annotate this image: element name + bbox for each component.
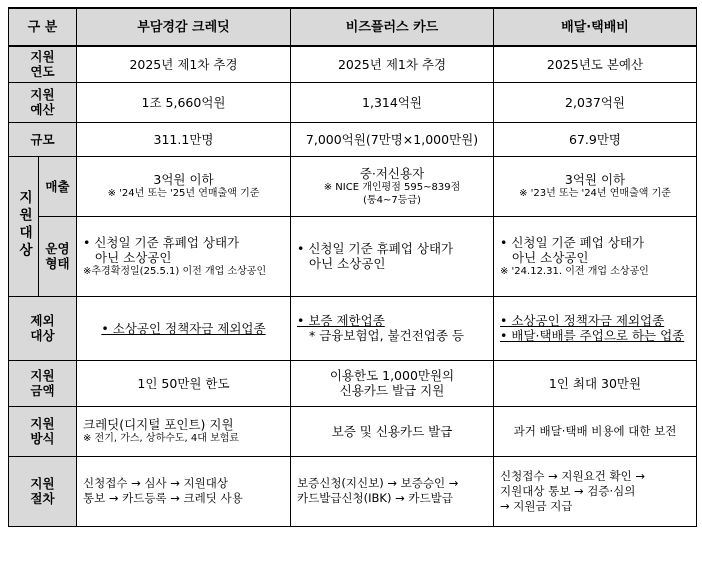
cell-status-card: • 신청일 기준 휴폐업 상태가 아닌 소상공인 bbox=[291, 216, 494, 296]
cell-method-delivery: 과거 배달·택배 비용에 대한 보전 bbox=[494, 406, 697, 456]
cell-procedure-credit: 신청접수 → 심사 → 지원대상 통보 → 카드등록 → 크레딧 사용 bbox=[77, 456, 291, 526]
label-support-budget: 지원 예산 bbox=[9, 82, 77, 122]
cell-method-card: 보증 및 신용카드 발급 bbox=[291, 406, 494, 456]
row-scale bbox=[9, 122, 697, 156]
label-sales: 매출 bbox=[39, 156, 77, 216]
row-support-method bbox=[9, 406, 697, 456]
header-bizplus-card: 비즈플러스 카드 bbox=[291, 8, 494, 46]
cell-status-credit: • 신청일 기준 휴폐업 상태가 아닌 소상공인 ※추경확정일(25.5.1) 이전 개업 소상공인 bbox=[77, 216, 291, 296]
header-category: 구 분 bbox=[9, 8, 77, 46]
cell-sales-delivery: 3억원 이하 ※ '23년 또는 '24년 연매출액 기준 bbox=[494, 156, 697, 216]
cell-budget-credit: 1조 5,660억원 bbox=[77, 82, 291, 122]
header-delivery-fee: 배달·택배비 bbox=[494, 8, 697, 46]
support-program-comparison-table bbox=[8, 7, 697, 527]
cell-exclusion-credit: • 소상공인 정책자금 제외업종 bbox=[77, 296, 291, 360]
row-support-budget bbox=[9, 82, 697, 122]
cell-method-credit: 크레딧(디지털 포인트) 지원 ※ 전기, 가스, 상하수도, 4대 보험료 bbox=[77, 406, 291, 456]
cell-amount-card: 이용한도 1,000만원의 신용카드 발급 지원 bbox=[291, 360, 494, 406]
cell-budget-delivery: 2,037억원 bbox=[494, 82, 697, 122]
cell-amount-credit: 1인 50만원 한도 bbox=[77, 360, 291, 406]
cell-procedure-card: 보증신청(지신보) → 보증승인 → 카드발급신청(IBK) → 카드발급 bbox=[291, 456, 494, 526]
table-header-row bbox=[9, 8, 697, 46]
cell-status-delivery: • 신청일 기준 폐업 상태가 아닌 소상공인 ※ '24.12.31. 이전 개업 소상공인 bbox=[494, 216, 697, 296]
cell-sales-credit: 3억원 이하 ※ '24년 또는 '25년 연매출액 기준 bbox=[77, 156, 291, 216]
label-support-method: 지원 방식 bbox=[9, 406, 77, 456]
cell-procedure-delivery: 신청접수 → 지원요건 확인 → 지원대상 통보 → 검증·심의 → 지원금 지급 bbox=[494, 456, 697, 526]
row-support-procedure bbox=[9, 456, 697, 526]
cell-scale-card: 7,000억원(7만명×1,000만원) bbox=[291, 122, 494, 156]
header-credit: 부담경감 크레딧 bbox=[77, 8, 291, 46]
row-support-year bbox=[9, 46, 697, 82]
label-exclusion: 제외 대상 bbox=[9, 296, 77, 360]
cell-scale-delivery: 67.9만명 bbox=[494, 122, 697, 156]
row-target-sales bbox=[9, 156, 697, 216]
cell-exclusion-delivery: • 소상공인 정책자금 제외업종 • 배달·택배를 주업으로 하는 업종 bbox=[494, 296, 697, 360]
cell-amount-delivery: 1인 최대 30만원 bbox=[494, 360, 697, 406]
row-support-amount bbox=[9, 360, 697, 406]
row-target-status bbox=[9, 216, 697, 296]
label-support-procedure: 지원 절차 bbox=[9, 456, 77, 526]
label-operation-type: 운영 형태 bbox=[39, 216, 77, 296]
cell-scale-credit: 311.1만명 bbox=[77, 122, 291, 156]
cell-year-delivery: 2025년도 본예산 bbox=[494, 46, 697, 82]
cell-year-credit: 2025년 제1차 추경 bbox=[77, 46, 291, 82]
label-scale: 규모 bbox=[9, 122, 77, 156]
row-exclusion bbox=[9, 296, 697, 360]
cell-year-card: 2025년 제1차 추경 bbox=[291, 46, 494, 82]
cell-budget-card: 1,314억원 bbox=[291, 82, 494, 122]
label-support-amount: 지원 금액 bbox=[9, 360, 77, 406]
cell-exclusion-card: • 보증 제한업종 * 금융보험업, 불건전업종 등 bbox=[291, 296, 494, 360]
cell-sales-card: 중·저신용자 ※ NICE 개인평점 595~839점 (통4~7등급) bbox=[291, 156, 494, 216]
label-support-year: 지원 연도 bbox=[9, 46, 77, 82]
label-support-target: 지원대상 bbox=[9, 156, 39, 296]
